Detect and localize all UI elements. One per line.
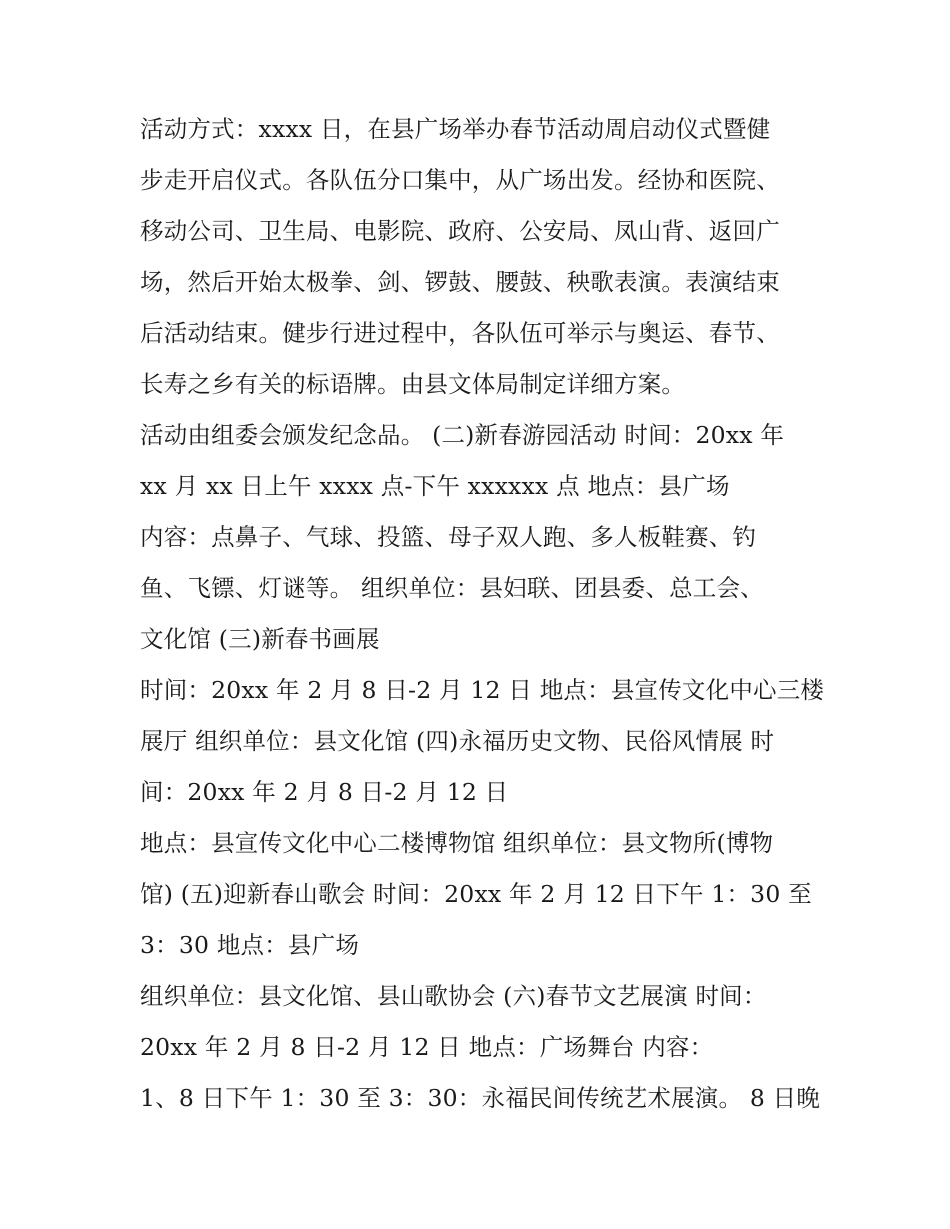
text-line: 文化馆 (三)新春书画展 (140, 625, 380, 653)
text-line: 时间：20xx 年 2 月 8 日-2 月 12 日 地点：县宣传文化中心三楼 (140, 676, 825, 704)
text-line: 鱼、飞镖、灯谜等。 组织单位：县妇联、团县委、总工会、 (140, 574, 764, 602)
text-line: 1、8 日下午 1：30 至 3：30：永福民间传统艺术展演。 8 日晚 (140, 1084, 821, 1112)
text-line: 地点：县宣传文化中心二楼博物馆 组织单位：县文物所(博物 (140, 829, 774, 857)
text-line: 间：20xx 年 2 月 8 日-2 月 12 日 (140, 778, 509, 806)
text-line: xx 月 xx 日上午 xxxx 点-下午 xxxxxx 点 地点：县广场 (140, 472, 730, 500)
text-line: 移动公司、卫生局、电影院、政府、公安局、凤山背、返回广 (140, 217, 780, 245)
text-line: 场，然后开始太极拳、剑、锣鼓、腰鼓、秧歌表演。表演结束 (140, 268, 780, 296)
text-line: 活动方式：xxxx 日，在县广场举办春节活动周启动仪式暨健 (140, 115, 771, 143)
text-line: 后活动结束。健步行进过程中，各队伍可举示与奥运、春节、 (140, 319, 780, 347)
text-line: 长寿之乡有关的标语牌。由县文体局制定详细方案。 (140, 370, 686, 398)
text-line: 步走开启仪式。各队伍分口集中，从广场出发。经协和医院、 (140, 166, 780, 194)
text-line: 展厅 组织单位：县文化馆 (四)永福历史文物、民俗风情展 时 (140, 727, 775, 755)
text-line: 馆) (五)迎新春山歌会 时间：20xx 年 2 月 12 日下午 1：30 至 (140, 880, 812, 908)
text-line: 3：30 地点：县广场 (140, 931, 360, 959)
document-body (140, 104, 830, 1124)
text-line: 20xx 年 2 月 8 日-2 月 12 日 地点：广场舞台 内容： (140, 1033, 714, 1061)
text-line: 内容：点鼻子、气球、投篮、母子双人跑、多人板鞋赛、钓 (140, 523, 757, 551)
text-line: 活动由组委会颁发纪念品。 (二)新春游园活动 时间：20xx 年 (140, 421, 785, 449)
text-line: 组织单位：县文化馆、县山歌协会 (六)春节文艺展演 时间： (140, 982, 767, 1010)
